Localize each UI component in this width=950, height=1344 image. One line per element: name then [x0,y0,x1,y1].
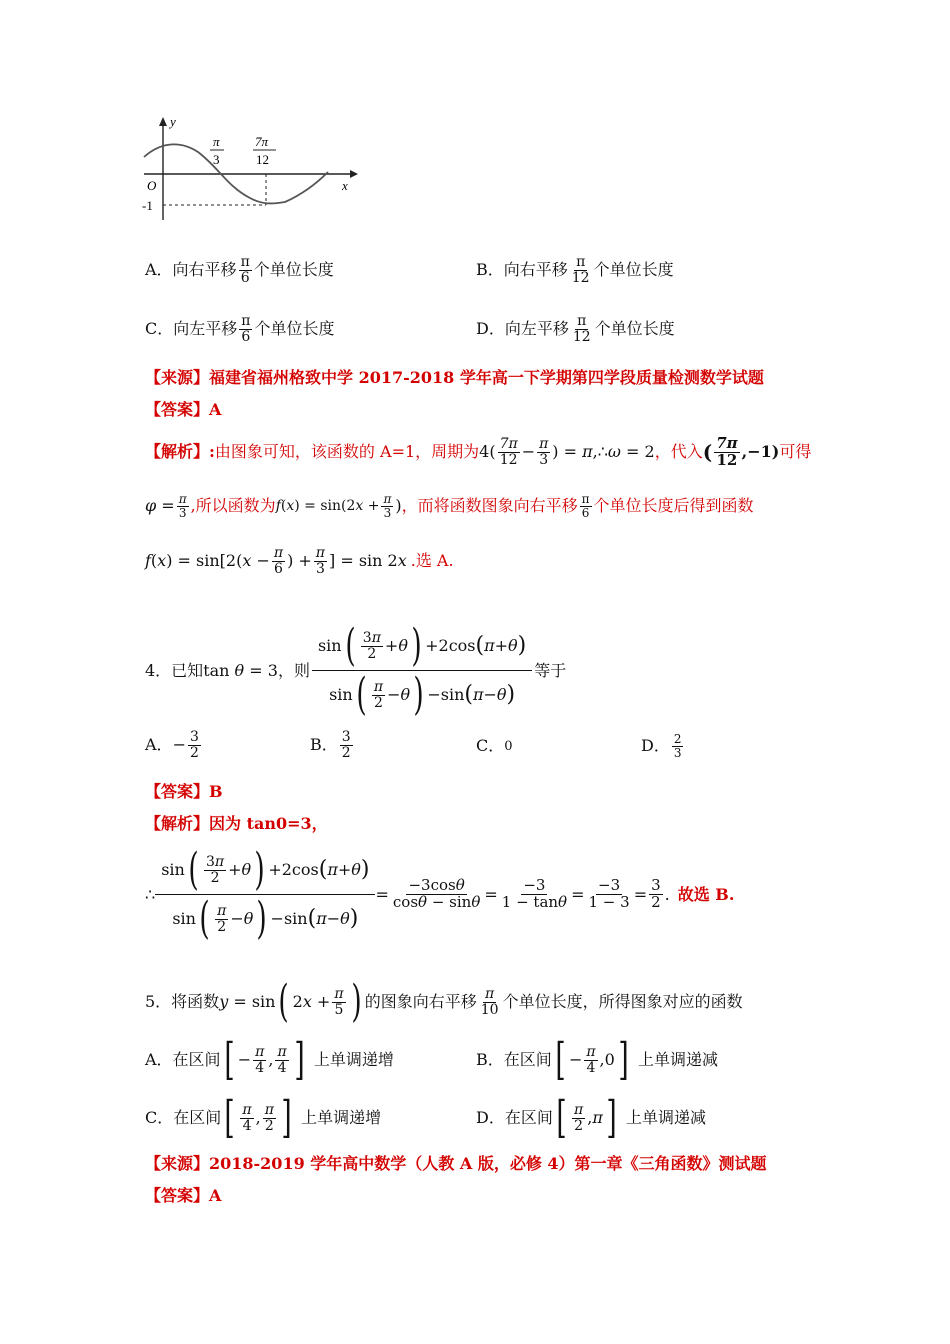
q5-option-c[interactable]: C．在区间 [ $\frac{\pi}{4}$ , $\frac{\pi}{2}$ ] 上单调递增 [145,1092,382,1143]
q3-analysis-line1: 【解析】: 由图象可知，该函数的 A=1，周期为 4( $\frac{7\pi}{12}$ − $\frac{\pi}{3}$ ) = π,∴ω = 2 ，代入 ( $\frac{7\pi}{12}$ ,−1) 可得 [145,434,812,469]
q3-analysis-line2: φ = $\frac{\pi}{3}$ ,所以函数为 f(x) = sin(2x + $\frac{\pi}{3}$ ) ，而将函数图象向右平移 $\frac{\pi}{6}$ 个单位长度后得到函数 [145,492,754,520]
tick1-den: 3 [213,152,220,167]
q4-analysis-head: 【解析】因为 tan0=3， [145,814,328,833]
neg-one-label: -1 [142,198,153,213]
q3-option-b[interactable]: B．向右平移 $\frac{\pi}{12}$ 个单位长度 [476,254,674,286]
q5-option-b[interactable]: B．在区间 [ − $\frac{\pi}{4}$ ,0 ] 上单调递减 [476,1034,718,1085]
q4-option-d[interactable]: D． $\frac{2}{3}$ [641,732,682,760]
q4-stem: 4．已知 tan θ = 3 ，则 sin ( $\frac{3\pi}{2}$ + θ ) +2cos ( π + θ ) sin ( $\frac{\pi}{2}$ − θ ) −sin ( π − θ ) 等于 [145,620,567,720]
q4-option-c[interactable]: C． 0 [476,736,513,755]
y-axis-label: y [170,114,176,129]
origin-label: O [147,178,157,193]
q3-source: 【来源】福建省福州格致中学 2017-2018 学年高一下学期第四学段质量检测数学试题 [145,368,764,387]
tick2-num: 7π [255,134,269,149]
x-axis-label: x [342,178,348,193]
q5-option-a[interactable]: A．在区间 [ − $\frac{\pi}{4}$ , $\frac{\pi}{4}$ ] 上单调递增 [145,1034,394,1085]
q3-option-a[interactable]: A．向右平移 $\frac{\pi}{6}$ 个单位长度 [145,254,334,286]
q3-option-d[interactable]: D．向左平移 $\frac{\pi}{12}$ 个单位长度 [476,313,675,345]
q3-answer: 【答案】A [145,400,222,419]
q4-answer: 【答案】B [145,782,223,801]
q5-stem: 5．将函数 y = sin ( 2x + $\frac{\pi}{5}$ ) 的图象向右平移 $\frac{\pi}{10}$ 个单位长度，所得图象对应的函数 [145,976,743,1027]
q4-option-a[interactable]: A． − $\frac{3}{2}$ [145,729,199,761]
sine-graph [138,112,363,224]
q4-analysis-formula: ∴ sin ( $\frac{3\pi}{2}$ + θ ) +2cos ( π + θ ) sin ( $\frac{\pi}{2}$ − θ ) −sin ( π − θ ) = $\frac{-3\cos\theta}{\cos\theta - \sin\theta}$ = $\frac{-3}{1 - \tan\theta}$ = $\frac{-3}{1 - 3}$ = $\frac{3}{2}$ . 故选 B. [145,844,735,944]
q5-source: 【来源】2018-2019 学年高中数学（人教 A 版，必修 4）第一章《三角函数》测试题 [145,1154,767,1173]
q3-analysis-line3: f(x) = sin[2(x − $\frac{\pi}{6}$ ) + $\frac{\pi}{3}$ ] = sin 2x .选 A. [145,545,454,577]
q3-option-c[interactable]: C．向左平移 $\frac{\pi}{6}$ 个单位长度 [145,313,335,345]
tick1-num: π [213,134,220,149]
q5-option-d[interactable]: D．在区间 [ $\frac{\pi}{2}$ , π ] 上单调递减 [476,1092,707,1143]
q5-answer: 【答案】A [145,1186,222,1205]
tick2-den: 12 [256,152,269,167]
q4-option-b[interactable]: B． $\frac{3}{2}$ [310,729,351,761]
